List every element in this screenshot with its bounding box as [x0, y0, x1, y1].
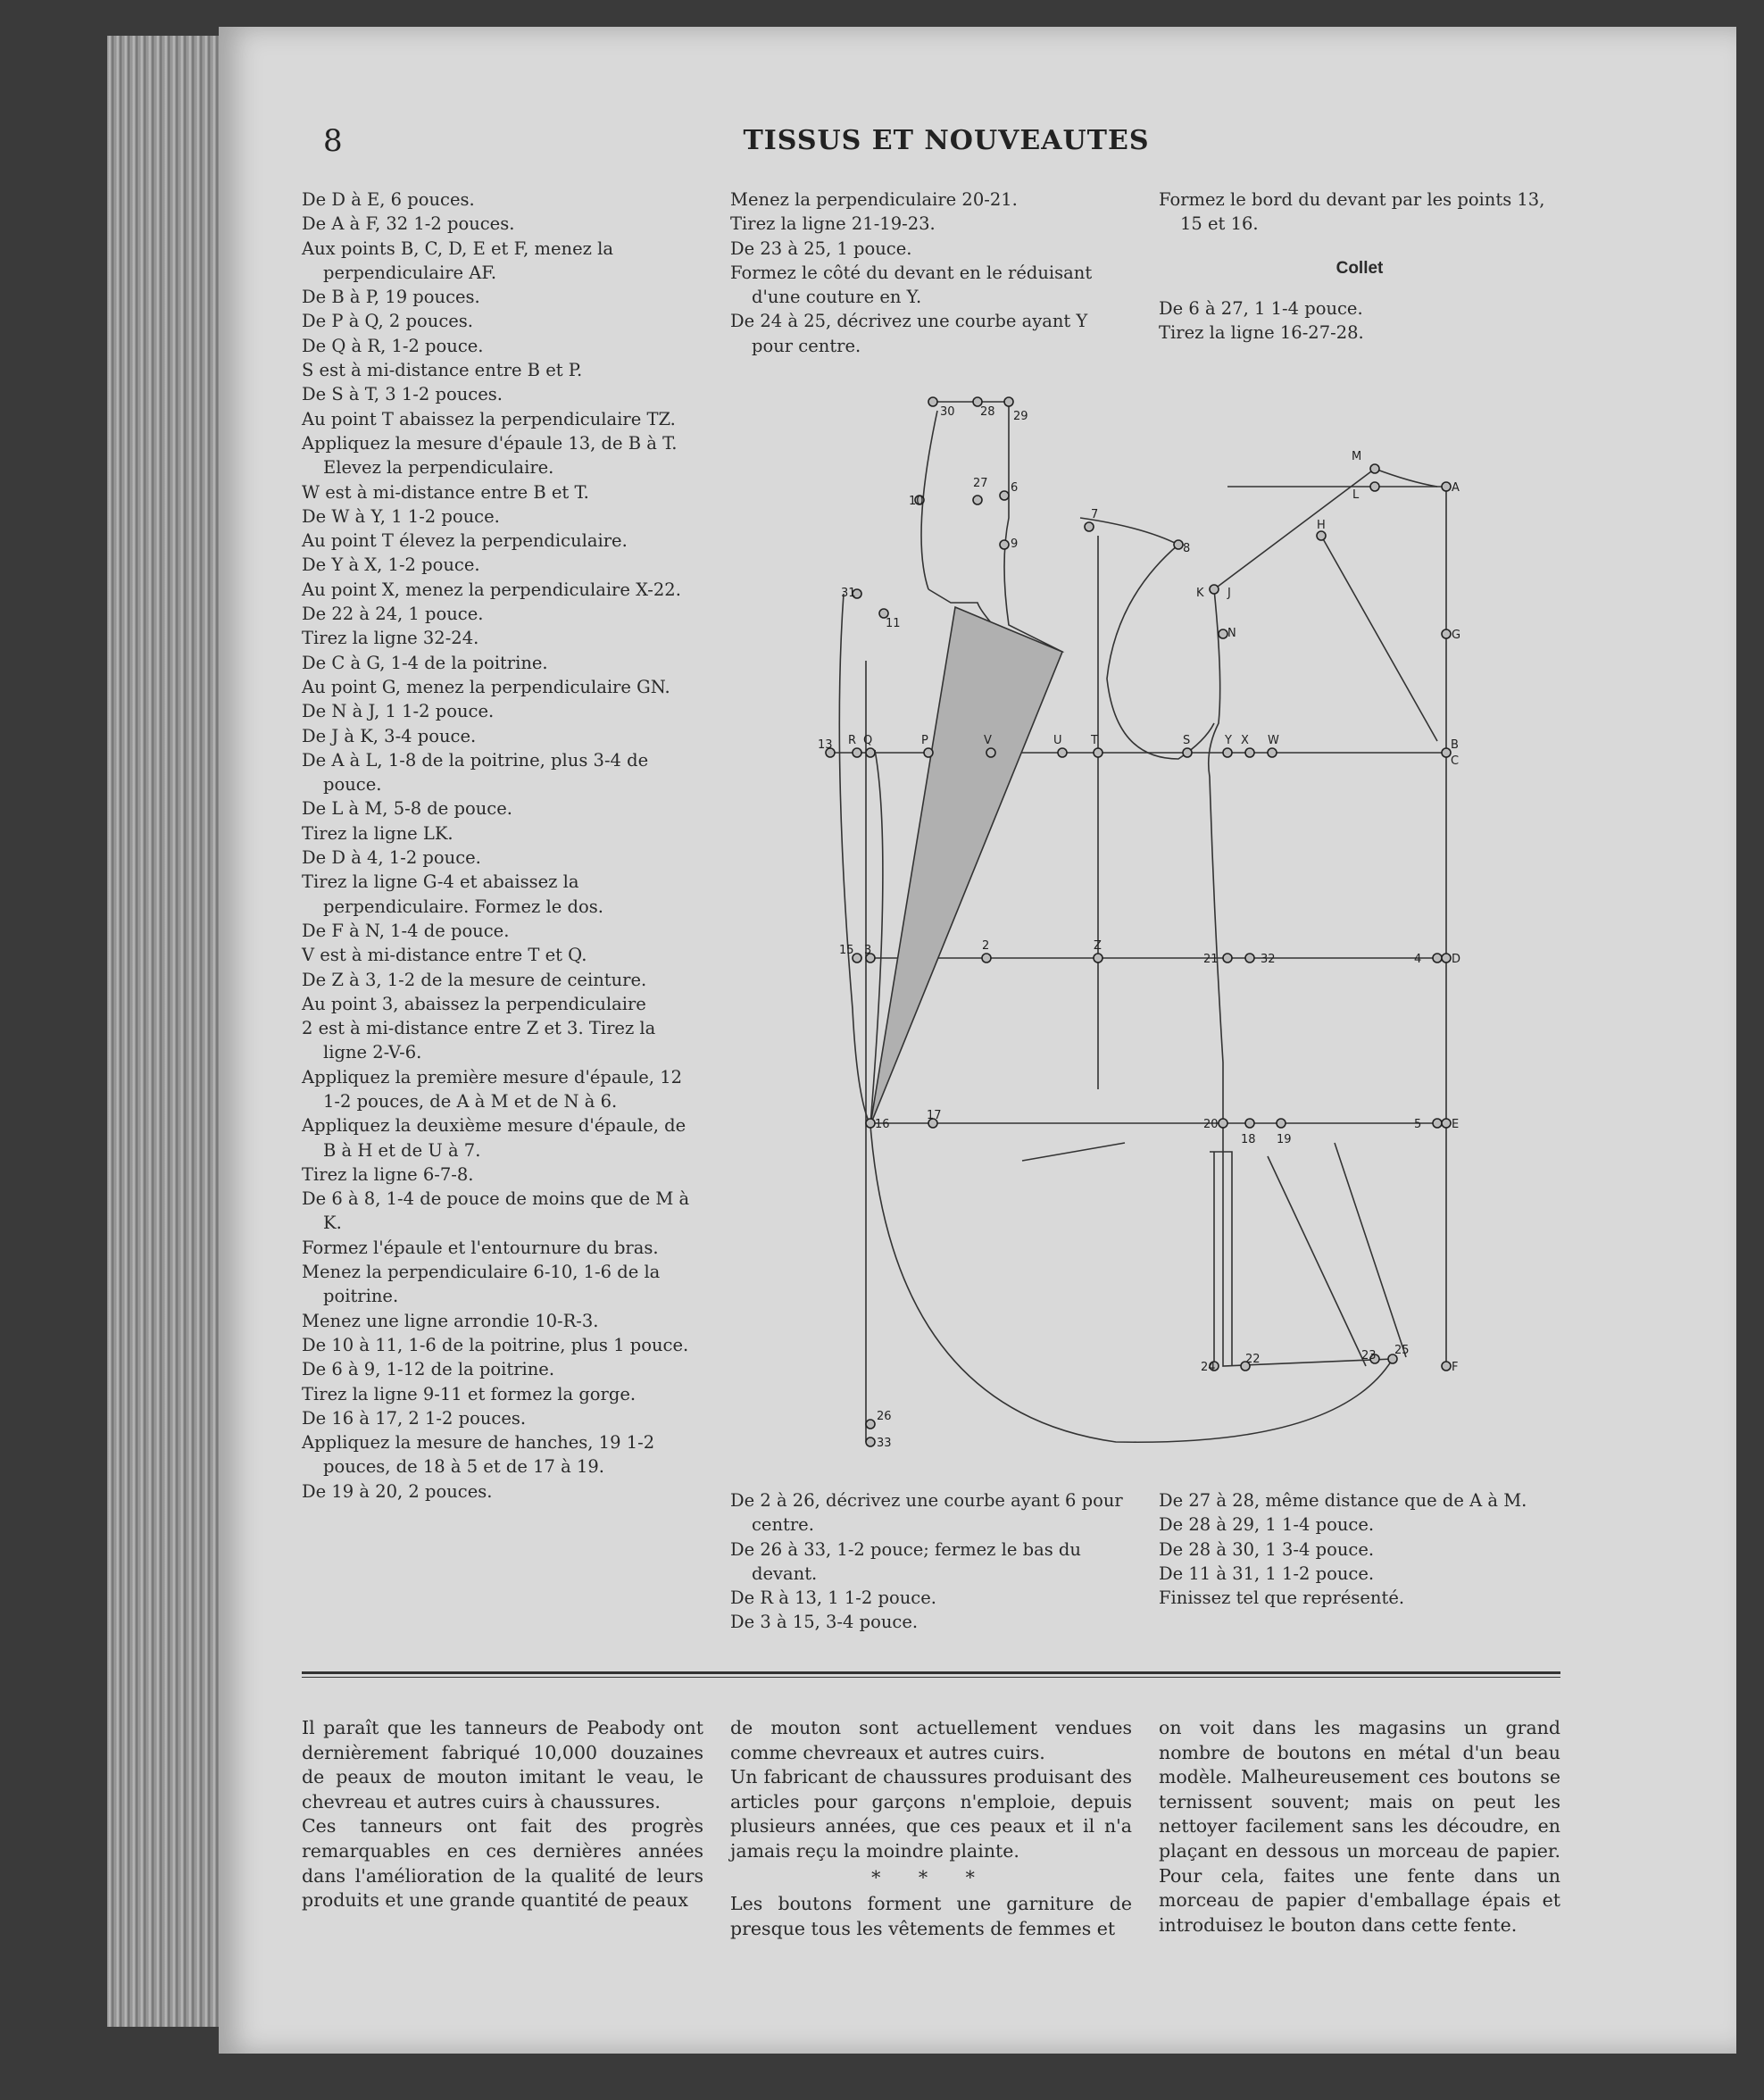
pattern-point-label: 10 — [909, 495, 924, 508]
instruction-line: De L à M, 5-8 de pouce. — [302, 798, 512, 820]
instruction-line: De 6 à 27, 1 1-4 pouce. — [1159, 297, 1363, 319]
front-edge-instruction: Formez le bord du devant par les points 13, 15 et 16. — [1159, 189, 1545, 235]
pattern-point-label: D — [1452, 953, 1461, 966]
instruction-line: De 10 à 11, 1-6 de la poitrine, plus 1 pouce. — [302, 1334, 689, 1355]
pattern-point-label: H — [1317, 519, 1326, 532]
pattern-point — [1174, 540, 1183, 549]
article-column-2 — [730, 1716, 1132, 1941]
pattern-point-label: A — [1452, 481, 1460, 495]
instruction-line: Au point 3, abaissez la perpendiculaire — [302, 993, 646, 1014]
pattern-point-label: 6 — [1011, 481, 1019, 495]
section-stars: * * * — [871, 1866, 991, 1888]
instruction-line: Tirez la ligne 9-11 et formez la gorge. — [302, 1383, 637, 1404]
instruction-line: Tirez la ligne G-4 et abaissez la perpendiculaire. Formez le dos. — [302, 871, 603, 917]
article-paragraph: Il paraît que les tanneurs de Peabody ont dernièrement fabriqué 10,000 douzaines de peaux de mouton imitant le veau, le chevreau et autres cuirs à chaussures. — [302, 1717, 703, 1812]
instruction-line: Au point G, menez la perpendiculaire GN. — [302, 676, 670, 697]
pattern-point-label: 19 — [1277, 1133, 1292, 1146]
pattern-point — [1317, 531, 1326, 540]
instruction-line: De 16 à 17, 2 1-2 pouces. — [302, 1407, 527, 1429]
article-paragraph: Ces tanneurs ont fait des progrès remarquables en ces dernières années dans l'amélioration de la qualité de leurs produits et une grande quantité de peaux — [302, 1815, 703, 1912]
pattern-point-label: 5 — [1414, 1118, 1422, 1131]
pattern-point-label: N — [1227, 627, 1236, 640]
pattern-diagram — [818, 384, 1464, 1455]
collet-subheading: Collet — [1335, 258, 1384, 278]
instruction-line: De 19 à 20, 2 pouces. — [302, 1480, 493, 1502]
pattern-point-label: M — [1352, 450, 1362, 463]
instruction-line: Formez le côté du devant en le réduisant d'une couture en Y. — [730, 262, 1093, 308]
pattern-point — [924, 748, 933, 757]
pattern-point-label: V — [984, 734, 992, 747]
column-1-instructions — [302, 188, 703, 1504]
pattern-point-label: T — [1091, 734, 1098, 747]
pattern-point-label: 23 — [1361, 1349, 1377, 1362]
instruction-line: Appliquez la mesure d'épaule 13, de B à T. Elevez la perpendiculaire. — [302, 432, 678, 479]
instruction-line: Menez une ligne arrondie 10-R-3. — [302, 1310, 599, 1331]
instruction-line: De 24 à 25, décrivez une courbe ayant Y pour centre. — [730, 311, 1088, 356]
pattern-point — [1245, 954, 1254, 962]
pattern-point-label: B — [1451, 738, 1459, 752]
pattern-line — [1210, 1143, 1406, 1366]
pattern-point — [1000, 540, 1009, 549]
pattern-line — [1209, 469, 1437, 1366]
pattern-point — [1183, 748, 1192, 757]
instruction-line: De W à Y, 1 1-2 pouce. — [302, 505, 500, 527]
pattern-point-label: 15 — [839, 944, 854, 957]
article-column-1 — [302, 1716, 703, 1913]
instruction-line: Au point X, menez la perpendiculaire X-22. — [302, 579, 681, 600]
pattern-point-label: 20 — [1203, 1118, 1219, 1131]
pattern-point — [1268, 748, 1277, 757]
pattern-point-label: 2 — [982, 939, 990, 953]
pattern-point-label: 11 — [886, 617, 901, 630]
article-paragraph: on voit dans les magasins un grand nombre de boutons en métal d'un beau modèle. Malheureusement ces boutons se ternissent souvent; mais on peut les nettoyer facilement sans les découdre, en plaçant en dessous un morceau de papier. Pour cela, faites une fente dans un morceau de papier d'emballage épais et introduisez le bouton dans cette fente. — [1159, 1717, 1560, 1936]
instruction-line: De Q à R, 1-2 pouce. — [302, 335, 484, 356]
instruction-line: Au point T abaissez la perpendiculaire TZ. — [302, 408, 676, 429]
pattern-point-label: E — [1452, 1118, 1460, 1131]
pattern-point-label: Q — [863, 734, 873, 747]
pattern-point-label: 22 — [1245, 1353, 1261, 1366]
instruction-line: De B à P, 19 pouces. — [302, 287, 480, 308]
pattern-point-label: 31 — [841, 587, 856, 600]
instruction-line: De 11 à 31, 1 1-2 pouce. — [1159, 1562, 1375, 1584]
pattern-point — [1094, 748, 1102, 757]
pattern-point-label: 8 — [1183, 542, 1191, 555]
pattern-point-label: C — [1451, 754, 1460, 768]
pattern-point — [1094, 954, 1102, 962]
pattern-point — [1433, 1119, 1442, 1128]
instruction-line: De N à J, 1 1-2 pouce. — [302, 701, 495, 722]
running-title: TISSUS ET NOUVEAUTES — [743, 125, 1150, 156]
pattern-point — [1210, 585, 1219, 594]
pattern-point-label: P — [921, 734, 928, 747]
pattern-point-label: Y — [1225, 734, 1232, 747]
instruction-line: De 6 à 9, 1-12 de la poitrine. — [302, 1359, 555, 1380]
pattern-point — [986, 748, 995, 757]
pattern-point — [1245, 1119, 1254, 1128]
instruction-line: De 26 à 33, 1-2 pouce; fermez le bas du devant. — [730, 1538, 1081, 1584]
pattern-point — [866, 1119, 875, 1128]
pattern-point-label: 4 — [1414, 953, 1422, 966]
pattern-point — [1442, 1362, 1451, 1371]
pattern-point — [1085, 522, 1094, 531]
pattern-point — [866, 748, 875, 757]
pattern-point — [1219, 629, 1227, 638]
pattern-point-label: 27 — [973, 477, 988, 490]
pattern-point — [1058, 748, 1067, 757]
instruction-line: Finissez tel que représenté. — [1159, 1588, 1405, 1609]
pattern-point-label: W — [1268, 734, 1279, 747]
instruction-line: De 28 à 30, 1 3-4 pouce. — [1159, 1538, 1375, 1560]
instruction-line: De P à Q, 2 pouces. — [302, 311, 473, 332]
pattern-point — [1442, 954, 1451, 962]
pattern-point-label: 3 — [864, 944, 872, 957]
pattern-point — [1442, 1119, 1451, 1128]
pattern-point-label: 24 — [1201, 1361, 1216, 1374]
pattern-point — [1442, 629, 1451, 638]
instruction-line: De Y à X, 1-2 pouce. — [302, 554, 480, 576]
pattern-point — [1004, 397, 1013, 406]
instruction-line: De Z à 3, 1-2 de la mesure de ceinture. — [302, 969, 647, 990]
instruction-line: De S à T, 3 1-2 pouces. — [302, 384, 503, 405]
instruction-line: Tirez la ligne 6-7-8. — [302, 1163, 474, 1185]
instruction-line: 2 est à mi-distance entre Z et 3. Tirez la ligne 2-V-6. — [302, 1018, 656, 1063]
pattern-point — [1442, 748, 1451, 757]
pattern-point-label: K — [1196, 587, 1204, 600]
pattern-point-label: U — [1053, 734, 1062, 747]
pattern-point — [1370, 482, 1379, 491]
pattern-point-label: 29 — [1013, 410, 1028, 423]
column-2-bottom-instructions — [730, 1488, 1132, 1635]
instruction-line: S est à mi-distance entre B et P. — [302, 360, 583, 381]
book-page-edges — [107, 36, 223, 2027]
pattern-point-label: G — [1452, 629, 1461, 642]
pattern-point-label: 17 — [927, 1109, 942, 1122]
pattern-point — [1000, 491, 1009, 500]
pattern-point-label: 33 — [877, 1437, 892, 1450]
instruction-line: De 2 à 26, décrivez une courbe ayant 6 pour centre. — [730, 1490, 1123, 1536]
instruction-line: De D à E, 6 pouces. — [302, 189, 475, 210]
instruction-line: Tirez la ligne 32-24. — [302, 628, 479, 649]
instruction-line: De C à G, 1-4 de la poitrine. — [302, 652, 548, 673]
pattern-point — [1370, 464, 1379, 473]
section-divider-rule — [302, 1671, 1560, 1678]
pattern-point-label: 13 — [818, 738, 833, 752]
pattern-line — [1227, 487, 1446, 1366]
instruction-line: V est à mi-distance entre T et Q. — [302, 945, 587, 966]
instruction-line: Tirez la ligne 16-27-28. — [1159, 322, 1364, 344]
instruction-line: Appliquez la deuxième mesure d'épaule, de B à H et de U à 7. — [302, 1115, 686, 1161]
pattern-line — [1022, 1143, 1125, 1161]
pattern-point — [1245, 748, 1254, 757]
instruction-line: De A à F, 32 1-2 pouces. — [302, 213, 515, 235]
pattern-point-label: 25 — [1394, 1344, 1410, 1357]
pattern-point-label: 28 — [980, 405, 995, 419]
column-3-instructions — [1159, 188, 1560, 345]
pattern-point-label: L — [1352, 488, 1360, 502]
pattern-point-label: 16 — [875, 1118, 890, 1131]
instruction-line: Formez l'épaule et l'entournure du bras. — [302, 1237, 659, 1258]
instruction-line: De 22 à 24, 1 pouce. — [302, 604, 484, 625]
pattern-point-label: X — [1241, 734, 1249, 747]
instruction-line: De D à 4, 1-2 pouce. — [302, 847, 481, 869]
article-column-3 — [1159, 1716, 1560, 1938]
pattern-point — [1223, 748, 1232, 757]
pattern-point — [1223, 954, 1232, 962]
pattern-line — [870, 607, 1062, 1125]
instruction-line: Tirez la ligne LK. — [302, 822, 453, 844]
pattern-point-label: 18 — [1241, 1133, 1256, 1146]
column-2-instructions — [730, 188, 1132, 358]
pattern-point — [1219, 1119, 1227, 1128]
pattern-point — [866, 1438, 875, 1446]
article-paragraph: Les boutons forment une garniture de presque tous les vêtements de femmes et — [730, 1893, 1132, 1939]
pattern-point-label: F — [1452, 1361, 1459, 1374]
instruction-line: De J à K, 3-4 pouce. — [302, 725, 477, 746]
page-number: 8 — [323, 123, 343, 159]
instruction-line: De R à 13, 1 1-2 pouce. — [730, 1588, 936, 1609]
instruction-line: De 27 à 28, même distance que de A à M. — [1159, 1490, 1527, 1511]
pattern-point-label: 30 — [940, 405, 955, 419]
instruction-line: Tirez la ligne 21-19-23. — [730, 213, 936, 235]
instruction-line: Appliquez la première mesure d'épaule, 12 1-2 pouces, de A à M et de N à 6. — [302, 1066, 683, 1112]
pattern-point — [866, 1420, 875, 1429]
pattern-point-label: 21 — [1203, 953, 1219, 966]
pattern-point-label: 7 — [1091, 508, 1099, 521]
instruction-line: Menez la perpendiculaire 6-10, 1-6 de la poitrine. — [302, 1262, 661, 1307]
instruction-line: De 6 à 8, 1-4 de pouce de moins que de M à K. — [302, 1188, 690, 1234]
pattern-point-label: J — [1227, 587, 1231, 600]
instruction-line: De 3 à 15, 3-4 pouce. — [730, 1612, 919, 1633]
instruction-line: De A à L, 1-8 de la poitrine, plus 3-4 de pouce. — [302, 749, 649, 796]
pattern-point-label: Z — [1094, 939, 1102, 953]
pattern-point — [928, 397, 937, 406]
pattern-point — [853, 748, 861, 757]
pattern-point-label: 9 — [1011, 538, 1019, 551]
pattern-point — [973, 496, 982, 504]
instruction-line: Aux points B, C, D, E et F, menez la perpendiculaire AF. — [302, 238, 613, 283]
article-paragraph: de mouton sont actuellement vendues comme chevreaux et autres cuirs. — [730, 1717, 1132, 1763]
instruction-line: De 23 à 25, 1 pouce. — [730, 238, 912, 259]
pattern-point-label: R — [848, 734, 857, 747]
pattern-point — [1433, 954, 1442, 962]
pattern-point-label: 26 — [877, 1410, 892, 1423]
instruction-line: Au point T élevez la perpendiculaire. — [302, 530, 628, 552]
instruction-line: W est à mi-distance entre B et T. — [302, 481, 589, 503]
instruction-line: Menez la perpendiculaire 20-21. — [730, 189, 1018, 210]
column-3-bottom-instructions — [1159, 1488, 1560, 1610]
pattern-point — [1277, 1119, 1286, 1128]
pattern-line — [839, 594, 1393, 1442]
instruction-line: Appliquez la mesure de hanches, 19 1-2 pouces, de 18 à 5 et de 17 à 19. — [302, 1432, 655, 1478]
pattern-point — [982, 954, 991, 962]
pattern-point — [1442, 482, 1451, 491]
instruction-line: De F à N, 1-4 de pouce. — [302, 920, 510, 941]
pattern-point-label: S — [1183, 734, 1191, 747]
pattern-point-label: 32 — [1261, 953, 1276, 966]
article-paragraph: Un fabricant de chaussures produisant des articles pour garçons n'emploie, depuis plusieurs années, que ces peaux et il n'a jamais reçu la moindre plainte. — [730, 1766, 1132, 1862]
instruction-line: De 28 à 29, 1 1-4 pouce. — [1159, 1514, 1375, 1536]
